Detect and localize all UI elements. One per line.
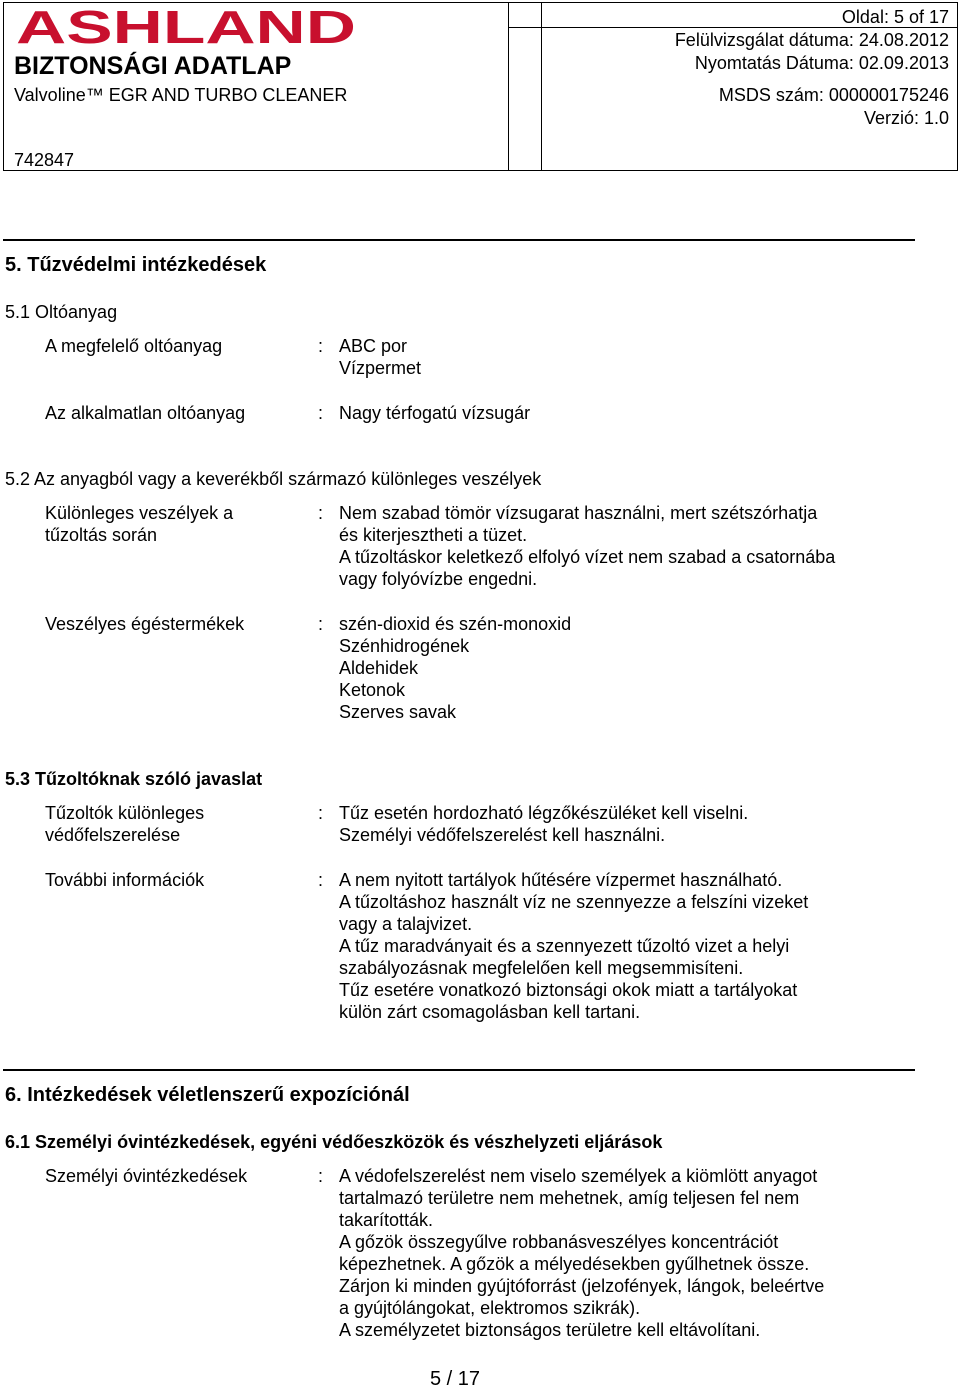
field-separator: : xyxy=(318,503,324,523)
version: Verzió: 1.0 xyxy=(863,108,949,128)
field-label: A megfelelő oltóanyag xyxy=(45,336,223,356)
section-rule xyxy=(3,1069,915,1071)
field-value: Nagy térfogatú vízsugár xyxy=(339,403,531,423)
field-value: Tűz esetén hordozható légzőkészüléket kell viselni. Személyi védőfelszerelést kell használni. xyxy=(339,803,749,845)
subsection-5-2-title: 5.2 Az anyagból vagy a keverékből származó különleges veszélyek xyxy=(5,469,542,489)
field-value: A nem nyitott tartályok hűtésére vízpermet használható. A tűzoltáshoz használt víz ne szennyezze a felszíni vizeket vagy a talajvizet. A tűz maradványait és a szennyezett tűzoltó vizet a helyi szabályozásnak megfelelően kell megsemmisíteni. Tűz esetére vonatkozó biztonsági okok miatt a tartályokat külön zárt csomagolásban kell tartani. xyxy=(339,870,809,1022)
section-5-title: 5. Tűzvédelmi intézkedések xyxy=(5,254,267,276)
field-label: Az alkalmatlan oltóanyag xyxy=(45,403,246,423)
header-divider xyxy=(541,3,542,170)
field-value: A védofelszerelést nem viselo személyek a kiömlött anyagot tartalmazó területre nem mehetnek, amíg teljesen fel nem takarították. A gőzök összegyűlve robbanásveszélyes koncentrációt képezhetnek. A gőzök a mélyedésekben gyűlhetnek össze. Zárjon ki minden gyújtóforrást (jelzofények, lángok, beleértve a gyújtólángokat, elektromos szikrák). A személyzetet biztonságos területre kell eltávolítani. xyxy=(339,1166,825,1340)
field-separator: : xyxy=(318,614,324,634)
revision-date: Felülvizsgálat dátuma: 24.08.2012 xyxy=(674,30,949,50)
field-label: Tűzoltók különleges védőfelszerelése xyxy=(45,803,205,845)
page-label: Oldal: 5 of 17 xyxy=(841,7,949,27)
header-divider xyxy=(508,3,509,170)
field-separator: : xyxy=(318,1166,324,1186)
print-date: Nyomtatás Dátuma: 02.09.2013 xyxy=(694,53,949,73)
field-label: Személyi óvintézkedések xyxy=(45,1166,248,1186)
page-footer: 5 / 17 xyxy=(430,1368,481,1390)
field-value: szén-dioxid és szén-monoxid Szénhidrogének Aldehidek Ketonok Szerves savak xyxy=(339,614,572,722)
field-value: ABC por Vízpermet xyxy=(339,336,422,378)
subsection-6-1-title: 6.1 Személyi óvintézkedések, egyéni védőeszközök és vészhelyzeti eljárások xyxy=(5,1132,663,1152)
product-code: 742847 xyxy=(14,150,75,170)
field-label: Különleges veszélyek a tűzoltás során xyxy=(45,503,234,545)
field-value: Nem szabad tömör vízsugarat használni, mert szétszórhatja és kiterjesztheti a tüzet. A tűzoltáskor keletkező elfolyó vízet nem szabad a csatornába vagy folyóvízbe engedni. xyxy=(339,503,836,589)
field-separator: : xyxy=(318,870,324,890)
field-label: Veszélyes égéstermékek xyxy=(45,614,245,634)
svg-text:ASHLAND: ASHLAND xyxy=(16,5,356,49)
section-6-title: 6. Intézkedések véletlenszerű expozíciónál xyxy=(5,1084,410,1106)
field-separator: : xyxy=(318,336,324,356)
ashland-logo xyxy=(14,5,374,49)
document-header xyxy=(3,2,958,171)
subsection-5-3-title: 5.3 Tűzoltóknak szóló javaslat xyxy=(5,769,263,789)
product-name: Valvoline™ EGR AND TURBO CLEANER xyxy=(14,85,348,105)
field-separator: : xyxy=(318,403,324,423)
field-label: További információk xyxy=(45,870,205,890)
msds-number: MSDS szám: 000000175246 xyxy=(718,85,949,105)
subsection-5-1-title: 5.1 Oltóanyag xyxy=(5,302,118,322)
field-separator: : xyxy=(318,803,324,823)
document-title: BIZTONSÁGI ADATLAP xyxy=(14,52,292,80)
section-rule xyxy=(3,239,915,241)
